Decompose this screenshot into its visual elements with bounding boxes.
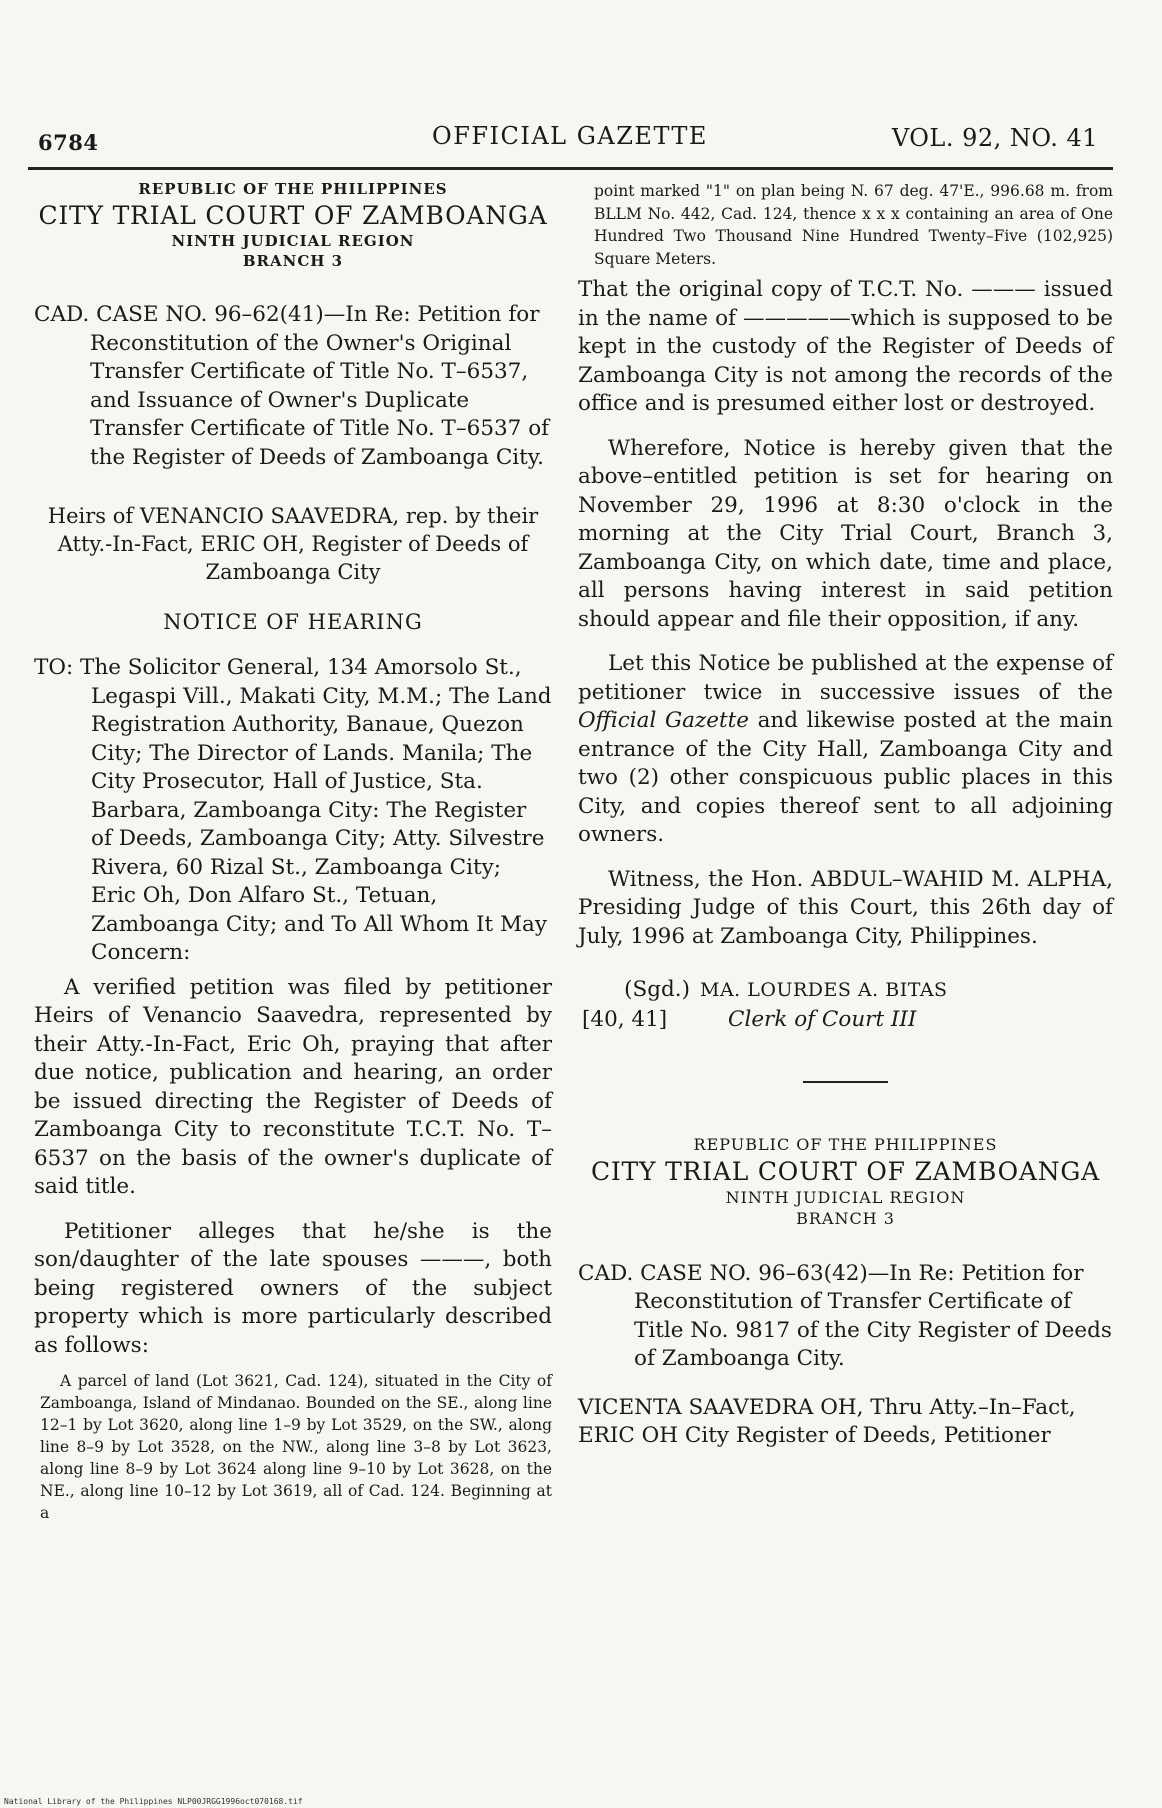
hearing-paragraph: Wherefore, Notice is hereby given that the above–entitled petition is set for hearing on November 29, 1996 at 8:30 o'clock in the morning at the City Trial Court, Branch 3, Zamboanga City, on which date, time and place, all persons having interest in said petition should appear and file their opposition, if any. (578, 435, 1113, 632)
court-branch: BRANCH 3 (242, 251, 344, 270)
notice-title: NOTICE OF HEARING (163, 610, 423, 634)
petition-paragraph: A verified petition was filed by petitioner Heirs of Venancio Saavedra, represented by their Atty.-In-Fact, Eric Oh, praying that after due notice, publication and hearing, an order be issued directing the Register of Deeds of Zamboanga City to reconstitute T.C.T. No. T–6537 on the basis of the owner's duplicate of said title. (34, 974, 552, 1199)
court-heading (34, 180, 552, 271)
court-name: CITY TRIAL COURT OF ZAMBOANGA (38, 200, 548, 230)
gazette-name: Official Gazette (578, 708, 749, 733)
land-description-part-2: point marked "1" on plan being N. 67 deg. 47'E., 996.68 m. from BLLM No. 442, Cad. 124, thence x x x containing an area of One Hundred Two Thousand Nine Hundred Twenty–Five (102,925) Square Meters. (594, 182, 1113, 268)
court-republic: REPUBLIC OF THE PHILIPPINES (138, 180, 448, 198)
notice-divider (803, 1081, 888, 1083)
scan-footer: National Library of the Philippines NLP00JRGG1996oct070168.tif (4, 1797, 303, 1806)
left-column (34, 180, 552, 1524)
case-title-2: CAD. CASE NO. 96–63(42)—In Re: Petition for Reconstitution of Transfer Certificate of Title No. 9817 of the City Register of Deeds of Zamboanga City. (578, 1260, 1112, 1372)
clerk-name: MA. LOURDES A. BITAS (700, 979, 948, 1001)
signed-marker: (Sgd.) (624, 977, 690, 1002)
page-header (38, 118, 1102, 154)
notice-addressees: TO: The Solicitor General, 134 Amorsolo St., Legaspi Vill., Makati City, M.M.; The Land Registration Authority, Banaue, Quezon City; The Director of Lands. Manila; The City Prosecutor, Hall of Justice, Sta. Barbara, Zamboanga City: The Register of Deeds, Zamboanga City; Atty. Silvestre Rivera, 60 Rizal St., Zamboanga City; Eric Oh, Don Alfaro St., Tetuan, Zamboanga City; and To All Whom It May Concern: (34, 655, 552, 965)
court-republic-2: REPUBLIC OF THE PHILIPPINES (693, 1135, 998, 1154)
page-number: 6784 (38, 130, 99, 155)
right-column (578, 180, 1113, 1451)
case-title: CAD. CASE NO. 96–62(41)—In Re: Petition for Reconstitution of the Owner's Original Transfer Certificate of Title No. T–6537, and Issuance of Owner's Duplicate Transfer Certificate of Title No. T–6537 of the Register of Deeds of Zamboanga City. (34, 302, 550, 470)
case-parties-2: VICENTA SAAVEDRA OH, Thru Atty.–In–Fact, ERIC OH City Register of Deeds, Petitioner (578, 1394, 1076, 1449)
court-name-2: CITY TRIAL COURT OF ZAMBOANGA (590, 1156, 1101, 1186)
volume-number: VOL. 92, NO. 41 (891, 124, 1098, 152)
case-parties: Heirs of VENANCIO SAAVEDRA, rep. by their Atty.-In-Fact, ERIC OH, Register of Deeds of Zamboanga City (47, 504, 539, 584)
lost-title-paragraph: That the original copy of T.C.T. No. ——— issued in the name of —————which is supposed to be kept in the custody of the Register of Deeds of Zamboanga City is not among the records of the office and is presumed either lost or destroyed. (578, 277, 1113, 416)
publication-paragraph (578, 650, 1113, 850)
allegation-paragraph: Petitioner alleges that he/she is the son/daughter of the late spouses ———, both being registered owners of the subject property which is more particularly described as follows: (34, 1218, 552, 1358)
publication-text-b: and likewise posted at the main entrance of the City Hall, Zamboanga City and two (2) other conspicuous public places in this City, and copies thereof sent to all adjoining owners. (578, 708, 1113, 847)
publication-title: OFFICIAL GAZETTE (432, 122, 708, 150)
court-region-2: NINTH JUDICIAL REGION (725, 1188, 966, 1208)
publication-text-a: Let this Notice be published at the expense of petitioner twice in successive issues of the (578, 651, 1113, 705)
header-rule (28, 167, 1113, 170)
land-description-part-1: A parcel of land (Lot 3621, Cad. 124), situated in the City of Zamboanga, Island of Mindanao. Bounded on the SE., along line 12–1 by Lot 3620, along line 1–9 by Lot 3529, on the SW., along line 8–9 by Lot 3528, on the NW., along line 3–8 by Lot 3623, along line 8–9 by Lot 3624 along line 9–10 by Lot 3628, on the NE., along line 10–12 by Lot 3619, all of Cad. 124. Beginning at a (40, 1372, 552, 1522)
witness-paragraph: Witness, the Hon. ABDUL–WAHID M. ALPHA, Presiding Judge of this Court, this 26th day of July, 1996 at Zamboanga City, Philippines. (578, 866, 1113, 949)
court-branch-2: BRANCH 3 (796, 1209, 895, 1229)
court-region: NINTH JUDICIAL REGION (171, 232, 415, 250)
issue-numbers: [40, 41] (582, 1007, 668, 1032)
clerk-title: Clerk of Court III (728, 1007, 917, 1032)
signature-block (578, 975, 1113, 1035)
court-heading-2 (578, 1135, 1113, 1230)
